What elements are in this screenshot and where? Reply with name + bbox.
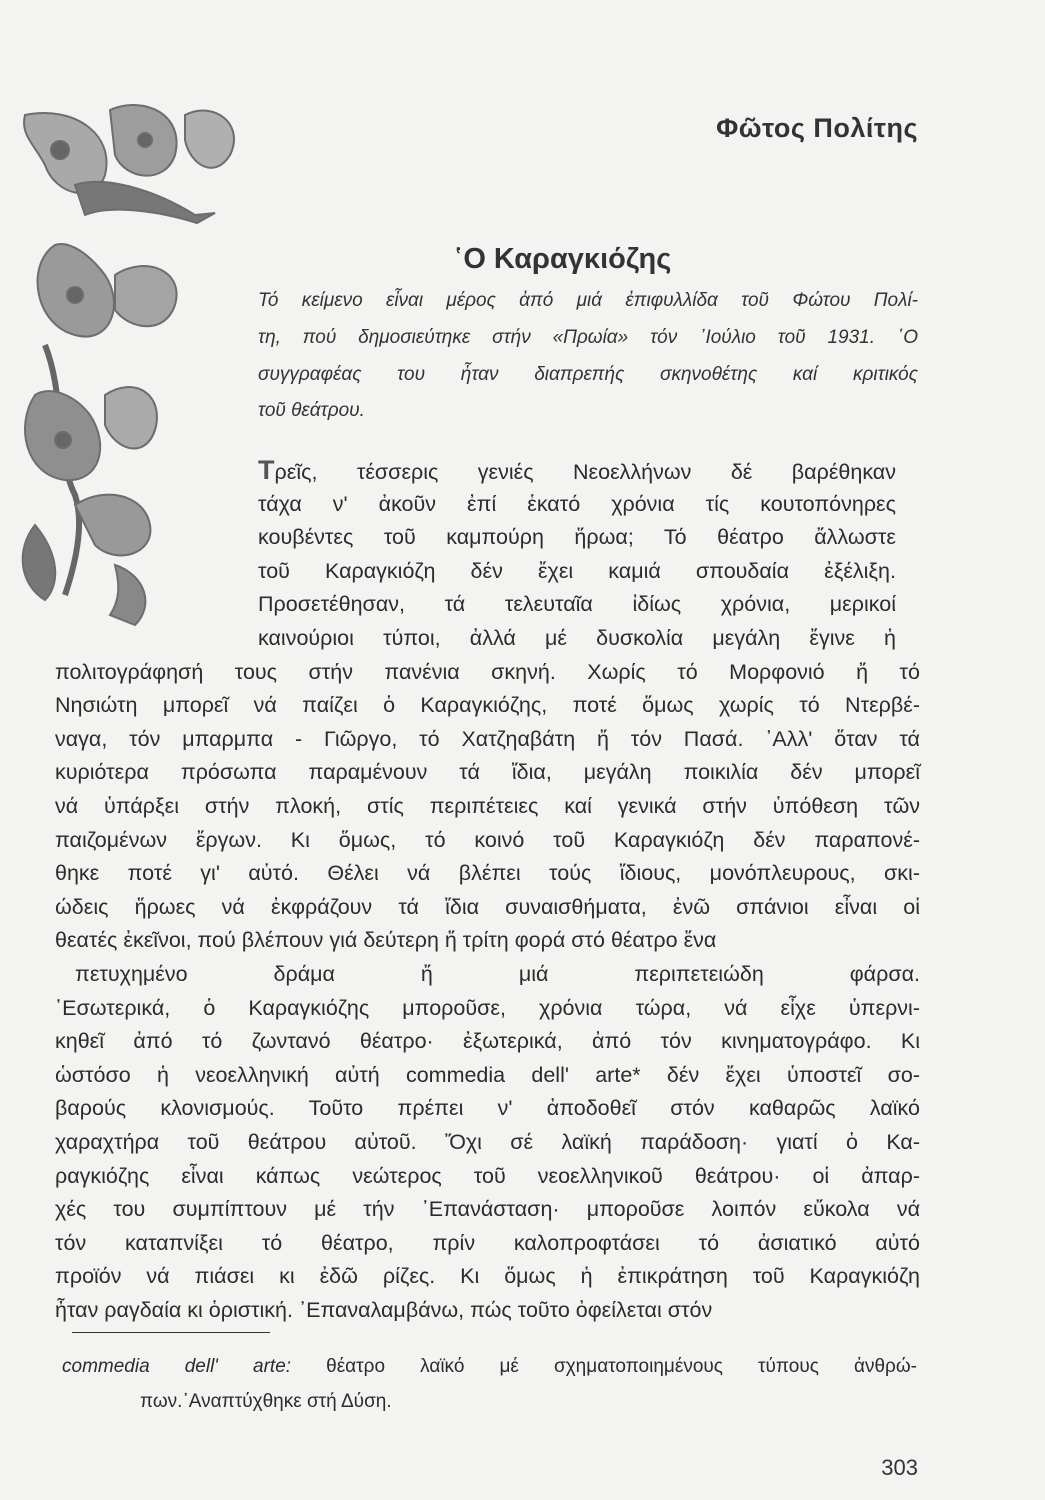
intro-line: συγγραφέας του ἦταν διαπρεπής σκηνοθέτης καί κριτικός: [258, 364, 918, 385]
body-line: κηθεῖ ἀπό τό ζωντανό θέατρο· ἐξωτερικά, ἀπό τόν κινηματογράφο. Κι: [55, 1029, 920, 1054]
body-line: καινούριοι τύποι, ἀλλά μέ δυσκολία μεγάλη ἔγινε ἡ: [258, 626, 896, 650]
body-line: προϊόν νά πιάσει κι ἐδῶ ρίζες. Κι ὅμως ἡ ἐπικράτηση τοῦ Καραγκιόζη: [55, 1264, 920, 1289]
body-line: νά ὑπάρξει στήν πλοκή, στίς περιπέτειες καί γενικά στήν ὑπόθεση τῶν: [55, 794, 920, 818]
body-line-text: ρεῖς, τέσσερις γενιές Νεοελλήνων δέ βαρέθηκαν: [274, 460, 896, 484]
body-line: τάχα ν' ἀκοῦν ἐπί ἑκατό χρόνια τίς κουτοπόνηρες: [258, 491, 896, 516]
body-line: πολιτογράφησή τους στήν πανένια σκηνή. Χωρίς τό Μορφονιό ἤ τό: [55, 659, 920, 684]
body-line: ώδεις ἥρωες νά ἐκφράζουν τά ἴδια συναισθήματα, ἐνῶ σπάνιοι εἶναι οἱ: [55, 894, 920, 919]
body-line: Προσετέθησαν, τά τελευταῖα ἰδίως χρόνια, μερικοί: [258, 592, 896, 617]
footnote-term: commedia dell' arte:: [62, 1356, 292, 1377]
page-number: 303: [881, 1455, 918, 1480]
body-line: παιζομένων ἔργων. Κι ὅμως, τό κοινό τοῦ Καραγκιόζη δέν παραπονέ-: [55, 827, 920, 852]
floral-ornament: [15, 95, 255, 635]
body-line: κουβέντες τοῦ καμπούρη ἥρωα; Τό θέατρο ἄλλωστε: [258, 525, 896, 550]
body-line: ἦταν ραγδαία κι ὁριστική. ᾿Επαναλαμβάνω, πώς τοῦτο ὀφείλεται στόν: [55, 1298, 713, 1322]
body-line: ραγκιόζης εἶναι κάπως νεώτερος τοῦ νεοελληνικοῦ θεάτρου· οἱ ἀπαρ-: [55, 1163, 920, 1188]
body-line: πετυχημένο δράμα ἤ μιά περιπετειώδη φάρσα.: [75, 962, 920, 986]
body-line: Νησιώτη μπορεῖ νά παίζει ὁ Καραγκιόζης, ποτέ ὅμως χωρίς τό Ντερβέ-: [55, 693, 920, 718]
body-line: ῾Εσωτερικά, ὁ Καραγκιόζης μποροῦσε, χρόνια τώρα, νά εἶχε ὑπερνι-: [55, 995, 920, 1020]
footnote-text: θέατρο λαϊκό μέ σχηματοποιημένους τύπους ἀνθρώ-: [326, 1356, 917, 1377]
intro-line: τη, πού δημοσιεύτηκε στήν «Πρωία» τόν ᾿Ιούλιο τοῦ 1931. ῾Ο: [258, 327, 918, 348]
body-line: βαρούς κλονισμούς. Τοῦτο πρέπει ν' ἀποδοθεῖ στόν καθαρῶς λαϊκό: [55, 1096, 920, 1121]
body-line: [258, 455, 896, 485]
intro-line: Τό κείμενο εἶναι μέρος ἀπό μιά ἐπιφυλλίδα τοῦ Φώτου Πολί-: [258, 290, 918, 311]
footnote-divider: [72, 1332, 270, 1333]
body-line: χαραχτήρα τοῦ θεάτρου αὐτοῦ. Ὄχι σέ λαϊκή παράδοση· γιατί ὁ Κα-: [55, 1130, 920, 1154]
body-line: τοῦ Καραγκιόζη δέν ἔχει καμιά σπουδαία ἐξέλιξη.: [258, 558, 896, 583]
body-line: χές του συμπίπτουν μέ τήν ᾿Επανάσταση· μποροῦσε λοιπόν εὔκολα νά: [55, 1197, 920, 1222]
drop-cap: Τ: [258, 455, 275, 485]
body-line: θηκε ποτέ γι' αὐτό. Θέλει νά βλέπει τούς ἴδιους, μονόπλευρους, σκι-: [55, 861, 920, 886]
article-title: ῾Ο Καραγκιόζης: [453, 243, 672, 275]
footnote-line-2: πων.᾿Αναπτύχθηκε στή Δύση.: [140, 1391, 392, 1412]
body-line: τόν καταπνίξει τό θέατρο, πρίν καλοπροφτάσει τό ἀσιατικό αὐτό: [55, 1230, 920, 1255]
intro-line: τοῦ θεάτρου.: [258, 400, 365, 421]
author-name: Φῶτος Πολίτης: [716, 113, 918, 143]
body-line: κυριότερα πρόσωπα παραμένουν τά ἴδια, μεγάλη ποικιλία δέν μπορεῖ: [55, 760, 920, 785]
footnote: [62, 1354, 917, 1380]
body-line: ναγα, τόν μπαρμπα - Γιῶργο, τό Χατζηαβάτη ἤ τόν Πασά. ᾿Αλλ' ὅταν τά: [55, 726, 920, 751]
body-line: θεατές ἐκεῖνοι, πού βλέπουν γιά δεύτερη ἤ τρίτη φορά στό θέατρο ἕνα: [55, 928, 717, 953]
body-line: ὡστόσο ἡ νεοελληνική αὐτή commedia dell' arte* δέν ἔχει ὑποστεῖ σο-: [55, 1062, 920, 1087]
